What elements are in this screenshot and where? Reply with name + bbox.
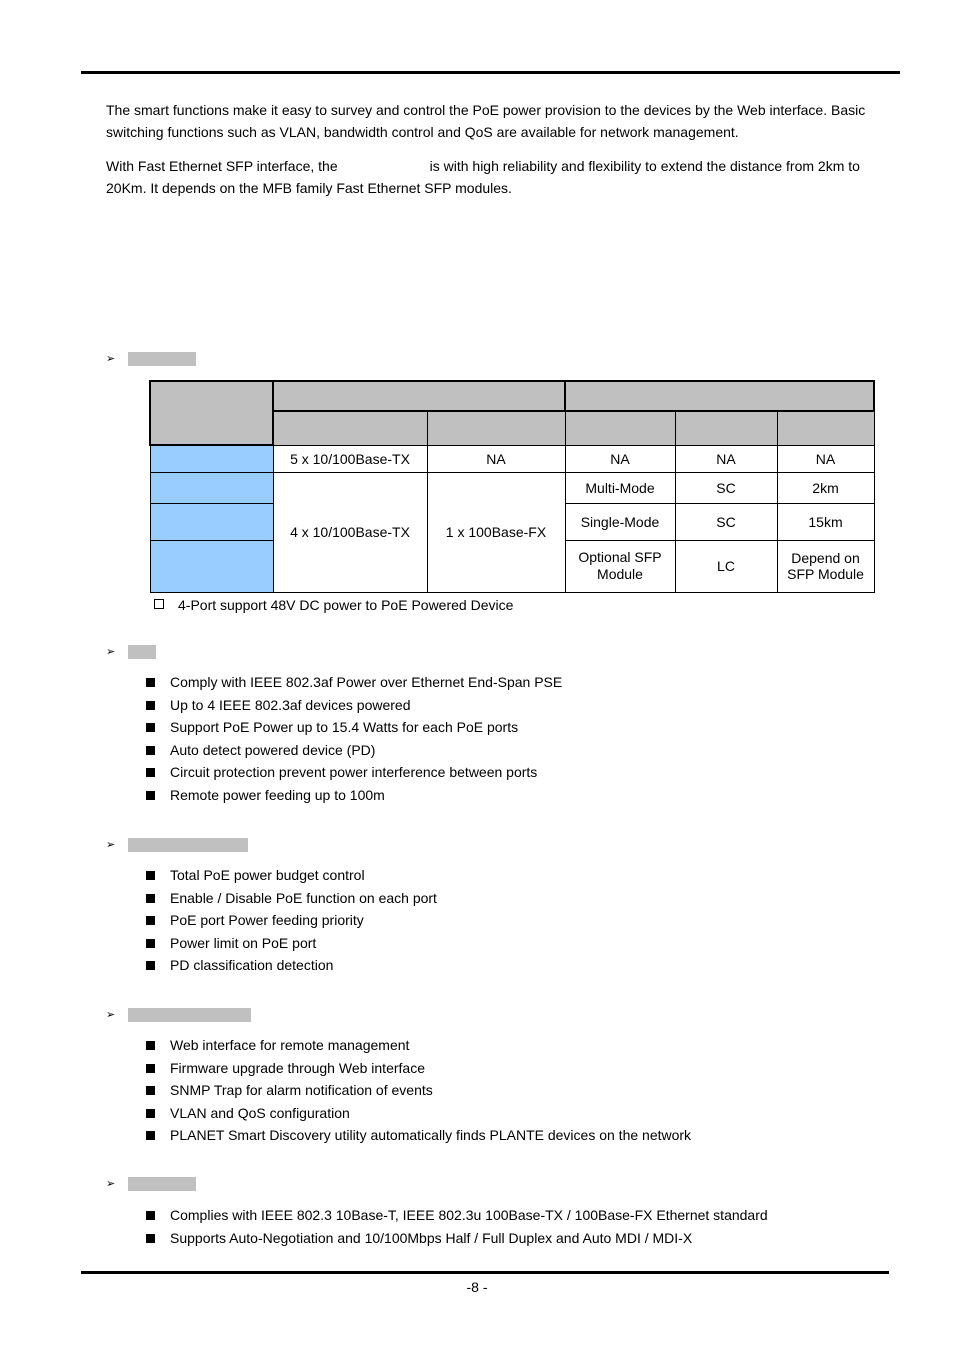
list-item (146, 716, 562, 739)
list-item (146, 694, 562, 717)
feature-list-poe (146, 671, 562, 806)
list-item-text: Up to 4 IEEE 802.3af devices powered (170, 696, 411, 713)
square-bullet-icon (146, 916, 155, 925)
list-item (146, 784, 562, 807)
list-item-text: Power limit on PoE port (170, 934, 317, 951)
list-item (146, 1227, 768, 1250)
distance-cell: 2km (777, 472, 874, 503)
square-bullet-icon (146, 939, 155, 948)
list-item-text: PLANET Smart Discovery utility automatically finds PLANTE devices on the network (170, 1127, 692, 1143)
mode-cell: Multi-Mode (565, 472, 675, 503)
list-item (146, 932, 437, 955)
copper-ports-cell: 4 x 10/100Base-TX (273, 472, 427, 592)
list-item-text: Total PoE power budget control (170, 867, 365, 883)
square-bullet-icon (146, 746, 155, 755)
redacted-heading-bar (128, 645, 156, 659)
list-item (146, 761, 562, 784)
distance-cell: NA (777, 445, 874, 472)
list-item (146, 954, 437, 977)
list-item-text: Comply with IEEE 802.3af Power over Ethernet End-Span PSE (170, 674, 563, 690)
redacted-heading-bar (128, 1008, 251, 1022)
square-bullet-icon (146, 1086, 155, 1095)
square-bullet-icon (146, 1211, 155, 1220)
square-bullet-icon (146, 768, 155, 777)
list-item-text: Remote power feeding up to 100m (170, 786, 385, 803)
subheader-cell (427, 411, 565, 445)
list-item (146, 909, 437, 932)
arrow-bullet-icon: ➢ (106, 353, 116, 365)
square-bullet-icon (146, 1109, 155, 1118)
subheader-cell (675, 411, 777, 445)
intro-paragraph-1: The smart functions make it easy to survey and control the PoE power provision to the devices by the Web interface. Basic switching functions such as VLAN, bandwidth control and QoS are available for network management. (106, 102, 866, 140)
list-item (146, 1204, 768, 1227)
table-header-row (150, 381, 874, 411)
list-item (146, 864, 437, 887)
feature-list-poe-management (146, 864, 437, 977)
fiber-ports-cell: NA (427, 445, 565, 472)
intro-paragraph-2 (106, 155, 881, 199)
table-note-text: 4-Port support 48V DC power to PoE Powered Device (178, 597, 514, 613)
square-bullet-icon (146, 723, 155, 732)
list-item (146, 1124, 691, 1147)
header-cell-model (150, 381, 273, 445)
list-item-text: Enable / Disable PoE function on each port (170, 889, 437, 906)
list-item-text: Support PoE Power up to 15.4 Watts for each PoE ports (170, 719, 519, 735)
header-cell-copper-group (273, 381, 565, 411)
redacted-heading-bar (128, 838, 248, 852)
list-item (146, 1034, 691, 1057)
list-item (146, 739, 562, 762)
fiber-ports-cell: 1 x 100Base-FX (427, 472, 565, 592)
square-bullet-icon (146, 1064, 155, 1073)
list-item-text: Web interface for remote management (170, 1037, 410, 1053)
square-bullet-icon (146, 791, 155, 800)
mode-cell: Single-Mode (565, 503, 675, 540)
connector-cell: SC (675, 503, 777, 540)
table-row (150, 445, 874, 472)
header-cell-fiber-group (565, 381, 874, 411)
copper-ports-cell: 5 x 10/100Base-TX (273, 445, 427, 472)
table-note (154, 596, 513, 614)
square-bullet-icon (146, 701, 155, 710)
subheader-cell (273, 411, 427, 445)
list-item (146, 1079, 691, 1102)
footer-rule (81, 1271, 889, 1274)
subheader-cell (565, 411, 675, 445)
list-item-text: Auto detect powered device (PD) (170, 741, 376, 758)
square-bullet-icon (146, 678, 155, 687)
list-item-text: Circuit protection prevent power interference between ports (170, 764, 538, 780)
feature-list-switch-management (146, 1034, 691, 1147)
redacted-heading-bar (128, 352, 196, 366)
model-cell (150, 540, 273, 592)
square-bullet-icon (146, 1131, 155, 1140)
redacted-heading-bar (128, 1177, 196, 1191)
port-configuration-table (149, 380, 875, 593)
connector-cell: SC (675, 472, 777, 503)
list-item-text: PD classification detection (170, 957, 334, 973)
distance-cell: Depend on SFP Module (777, 540, 874, 592)
connector-cell: NA (675, 445, 777, 472)
arrow-bullet-icon: ➢ (106, 1009, 116, 1021)
intro-paragraph-2-end: is with high reliability and flexibility to extend the distance from 2km to 20Km. It depends on the MFB family Fast Ethernet SFP modules. (106, 158, 860, 196)
list-item-text: VLAN and QoS configuration (170, 1104, 350, 1121)
model-cell (150, 503, 273, 540)
intro-paragraph-2-start: With Fast Ethernet SFP interface, the (106, 158, 338, 174)
header-rule (81, 71, 900, 74)
square-bullet-icon (146, 894, 155, 903)
list-item-text: Complies with IEEE 802.3 10Base-T, IEEE 802.3u 100Base-TX / 100Base-FX Ethernet standard (170, 1207, 768, 1223)
list-item (146, 887, 437, 910)
list-item (146, 671, 562, 694)
mode-cell: Optional SFP Module (565, 540, 675, 592)
mode-cell: NA (565, 445, 675, 472)
square-bullet-icon (146, 961, 155, 970)
list-item (146, 1102, 691, 1125)
list-item-text: Supports Auto-Negotiation and 10/100Mbps Half / Full Duplex and Auto MDI / MDI-X (170, 1229, 693, 1246)
square-bullet-icon (146, 1234, 155, 1243)
arrow-bullet-icon: ➢ (106, 839, 116, 851)
page-number: -8 - (466, 1279, 488, 1295)
arrow-bullet-icon: ➢ (106, 646, 116, 658)
square-bullet-icon (146, 1041, 155, 1050)
list-item-text: Firmware upgrade through Web interface (170, 1059, 425, 1076)
model-cell (150, 445, 273, 472)
connector-cell: LC (675, 540, 777, 592)
square-bullet-icon (146, 871, 155, 880)
model-cell (150, 472, 273, 503)
feature-list-standards (146, 1204, 768, 1249)
table-row (150, 472, 874, 503)
list-item-text: SNMP Trap for alarm notification of events (170, 1082, 433, 1098)
distance-cell: 15km (777, 503, 874, 540)
hollow-square-bullet-icon (154, 599, 164, 609)
subheader-cell (777, 411, 874, 445)
list-item-text: PoE port Power feeding priority (170, 912, 364, 928)
list-item (146, 1057, 691, 1080)
arrow-bullet-icon: ➢ (106, 1178, 116, 1190)
